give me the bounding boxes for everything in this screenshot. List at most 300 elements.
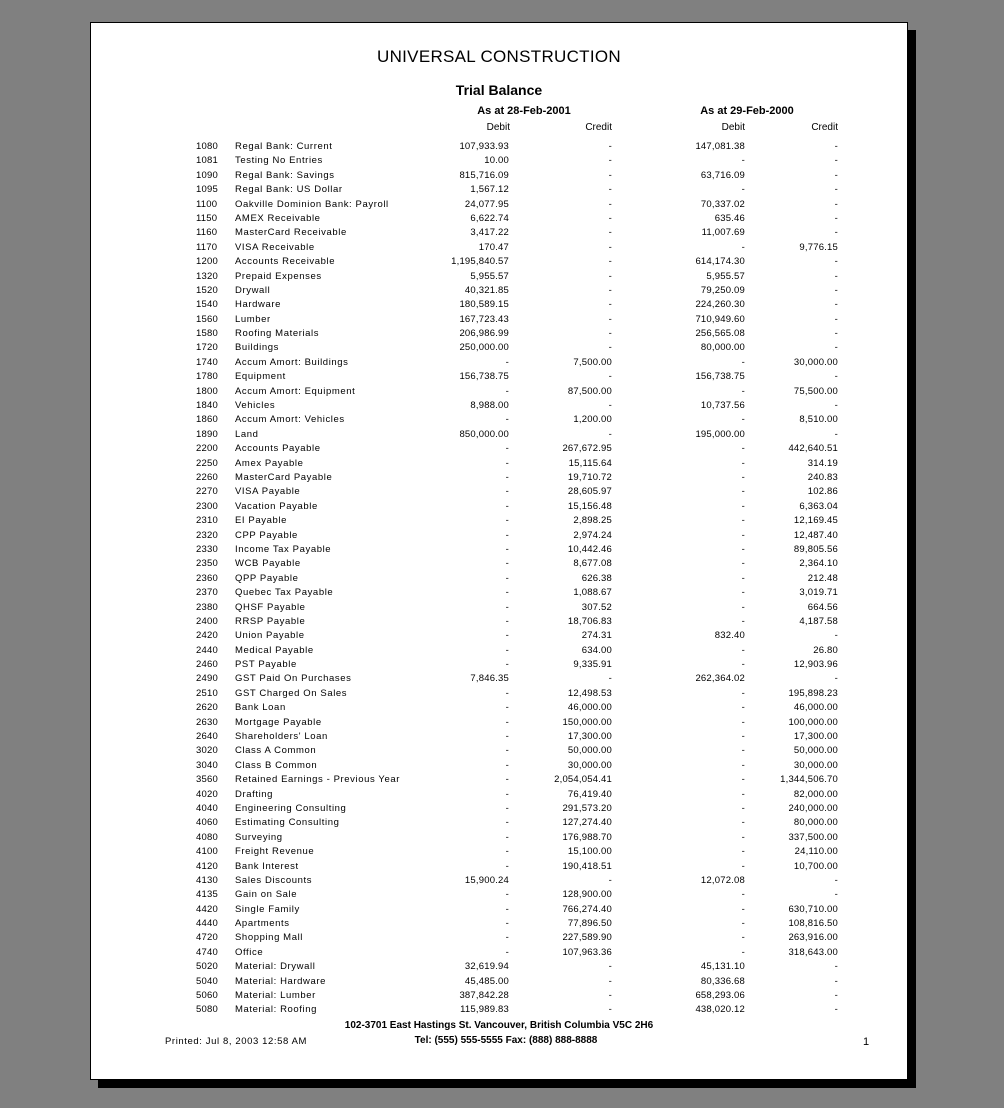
table-row [91, 485, 907, 499]
credit-prior: 337,500.00 [788, 831, 838, 843]
account-name: Land [235, 428, 259, 440]
credit-prior: 17,300.00 [793, 731, 838, 743]
credit-current: - [608, 328, 612, 340]
table-row [91, 442, 907, 456]
table-row [91, 270, 907, 284]
account-name: Apartments [235, 918, 290, 930]
debit-current: - [505, 659, 509, 671]
debit-prior: - [741, 946, 745, 958]
account-code: 4720 [196, 932, 218, 944]
account-name: Office [235, 946, 264, 958]
credit-prior: 8,510.00 [799, 414, 838, 426]
account-code: 1890 [196, 428, 218, 440]
credit-current: 2,898.25 [573, 515, 612, 527]
account-name: Prepaid Expenses [235, 270, 322, 282]
column-header-credit-current: Credit [585, 122, 612, 133]
account-name: MasterCard Payable [235, 471, 333, 483]
credit-current: - [608, 975, 612, 987]
debit-current: 32,619.94 [464, 961, 509, 973]
account-code: 1840 [196, 400, 218, 412]
account-name: Income Tax Payable [235, 543, 332, 555]
table-row [91, 543, 907, 557]
credit-prior: 12,903.96 [793, 659, 838, 671]
account-code: 1080 [196, 141, 218, 152]
debit-prior: 224,260.30 [695, 299, 745, 311]
table-row [91, 255, 907, 269]
credit-current: - [608, 990, 612, 1002]
debit-current: - [505, 500, 509, 512]
account-name: Shareholders' Loan [235, 731, 328, 743]
credit-current: 8,677.08 [573, 558, 612, 570]
debit-prior: 614,174.30 [695, 256, 745, 268]
credit-prior: 82,000.00 [793, 788, 838, 800]
credit-prior: 102.86 [807, 486, 838, 498]
credit-current: - [608, 198, 612, 210]
credit-prior: 630,710.00 [788, 903, 838, 915]
debit-prior: - [741, 659, 745, 671]
account-name: Buildings [235, 342, 279, 354]
credit-current: - [608, 227, 612, 239]
report-title: Trial Balance [455, 82, 543, 98]
debit-prior: - [741, 702, 745, 714]
debit-current: - [505, 630, 509, 642]
debit-prior: - [741, 486, 745, 498]
credit-prior: - [834, 874, 838, 886]
credit-current: 766,274.40 [562, 903, 612, 915]
debit-prior: 262,364.02 [695, 673, 745, 685]
debit-prior: 438,020.12 [695, 1004, 745, 1016]
credit-prior: - [834, 975, 838, 987]
account-name: VISA Payable [235, 486, 301, 498]
credit-current: 291,573.20 [562, 802, 612, 814]
account-code: 4080 [196, 831, 218, 843]
account-code: 4440 [196, 918, 218, 930]
debit-prior: - [741, 774, 745, 786]
printed-date: Printed: Jul 8, 2003 12:58 AM [165, 1036, 308, 1047]
account-name: Regal Bank: US Dollar [235, 184, 343, 196]
debit-prior: 832.40 [714, 630, 745, 642]
debit-prior: 658,293.06 [695, 990, 745, 1002]
account-code: 2370 [196, 587, 218, 599]
table-row [91, 644, 907, 658]
debit-current: - [505, 644, 509, 656]
account-code: 2640 [196, 731, 218, 743]
credit-prior: 2,364.10 [799, 558, 838, 570]
credit-prior: 10,700.00 [793, 860, 838, 872]
account-code: 1740 [196, 356, 218, 368]
account-name: GST Charged On Sales [235, 687, 348, 699]
table-row [91, 428, 907, 442]
debit-prior: - [741, 759, 745, 771]
account-name: Lumber [235, 313, 271, 325]
account-name: Testing No Entries [235, 155, 323, 167]
table-row [91, 572, 907, 586]
credit-prior: 26.80 [813, 644, 838, 656]
credit-current: 17,300.00 [567, 731, 612, 743]
debit-current: - [505, 802, 509, 814]
account-code: 1560 [196, 313, 218, 325]
account-code: 1150 [196, 212, 218, 224]
debit-prior: 195,000.00 [695, 428, 745, 440]
page-number: 1 [863, 1036, 870, 1048]
credit-current: 28,605.97 [567, 486, 612, 498]
credit-prior: - [834, 198, 838, 210]
credit-prior: - [834, 961, 838, 973]
debit-prior: - [741, 860, 745, 872]
table-row [91, 313, 907, 327]
table-row [91, 788, 907, 802]
account-name: Equipment [235, 371, 286, 383]
account-code: 4130 [196, 874, 218, 886]
credit-prior: - [834, 428, 838, 440]
debit-current: - [505, 587, 509, 599]
account-name: Material: Drywall [235, 961, 316, 973]
account-name: Material: Roofing [235, 1004, 318, 1016]
debit-current: - [505, 515, 509, 527]
credit-current: 15,115.64 [568, 457, 612, 469]
table-row [91, 730, 907, 744]
account-name: Single Family [235, 903, 300, 915]
account-code: 1081 [196, 155, 218, 167]
table-row [91, 1003, 907, 1017]
debit-current: - [505, 918, 509, 930]
debit-current: - [505, 817, 509, 829]
credit-current: - [608, 155, 612, 167]
debit-prior: 11,007.69 [701, 227, 745, 239]
account-name: Union Payable [235, 630, 305, 642]
column-header-debit-current: Debit [486, 122, 510, 133]
credit-current: - [608, 428, 612, 440]
credit-prior: 89,805.56 [793, 543, 838, 555]
account-code: 1200 [196, 256, 218, 268]
credit-current: - [608, 270, 612, 282]
account-code: 1520 [196, 284, 218, 296]
credit-current: 176,988.70 [562, 831, 612, 843]
credit-current: 76,419.40 [567, 788, 612, 800]
debit-prior: - [741, 615, 745, 627]
account-code: 4060 [196, 817, 218, 829]
table-row [91, 802, 907, 816]
table-row [91, 845, 907, 859]
account-code: 2510 [196, 687, 218, 699]
debit-current: 15,900.24 [464, 874, 509, 886]
credit-current: 18,706.83 [567, 615, 612, 627]
debit-prior: - [741, 831, 745, 843]
report-page [90, 22, 908, 1080]
account-code: 1720 [196, 342, 218, 354]
table-row [91, 759, 907, 773]
account-code: 4420 [196, 903, 218, 915]
credit-prior: 12,487.40 [793, 529, 838, 541]
debit-current: - [505, 457, 509, 469]
credit-prior: - [834, 328, 838, 340]
credit-prior: - [834, 270, 838, 282]
debit-prior: - [741, 414, 745, 426]
credit-prior: 9,776.15 [799, 241, 838, 253]
trial-balance-table [91, 140, 907, 1018]
debit-prior: 256,565.08 [695, 328, 745, 340]
credit-prior: 46,000.00 [793, 702, 838, 714]
debit-current: 40,321.85 [464, 284, 509, 296]
debit-current: - [505, 903, 509, 915]
account-code: 2440 [196, 644, 218, 656]
table-row [91, 198, 907, 212]
debit-current: - [505, 846, 509, 858]
table-row [91, 586, 907, 600]
debit-prior: 635.46 [714, 212, 745, 224]
debit-prior: - [741, 356, 745, 368]
table-row [91, 687, 907, 701]
account-code: 1800 [196, 385, 218, 397]
credit-prior: - [834, 889, 838, 901]
credit-prior: 212.48 [807, 572, 838, 584]
account-name: Amex Payable [235, 457, 304, 469]
company-name: UNIVERSAL CONSTRUCTION [377, 47, 621, 66]
credit-prior: 314.19 [807, 457, 838, 469]
debit-current: 850,000.00 [459, 428, 509, 440]
account-name: Regal Bank: Current [235, 141, 333, 152]
account-name: Roofing Materials [235, 328, 320, 340]
debit-prior: - [741, 817, 745, 829]
credit-current: - [608, 284, 612, 296]
credit-prior: - [834, 342, 838, 354]
table-row [91, 457, 907, 471]
table-row [91, 716, 907, 730]
account-code: 2620 [196, 702, 218, 714]
account-name: Medical Payable [235, 644, 314, 656]
account-code: 2360 [196, 572, 218, 584]
account-name: Mortgage Payable [235, 716, 322, 728]
credit-current: 7,500.00 [573, 356, 612, 368]
credit-current: - [608, 169, 612, 181]
account-name: Material: Lumber [235, 990, 316, 1002]
credit-prior: 4,187.58 [799, 615, 838, 627]
table-row [91, 831, 907, 845]
account-code: 1160 [196, 227, 218, 239]
credit-prior: - [834, 184, 838, 196]
table-row [91, 903, 907, 917]
account-code: 2320 [196, 529, 218, 541]
debit-prior: - [741, 443, 745, 455]
debit-prior: - [741, 529, 745, 541]
debit-current: 115,989.83 [460, 1004, 509, 1016]
debit-current: 167,723.43 [459, 313, 509, 325]
table-row [91, 874, 907, 888]
account-name: QPP Payable [235, 572, 299, 584]
debit-prior: - [741, 601, 745, 613]
credit-prior: 442,640.51 [788, 443, 838, 455]
account-code: 1090 [196, 169, 218, 181]
debit-prior: 12,072.08 [700, 874, 745, 886]
account-name: Retained Earnings - Previous Year [235, 774, 401, 786]
table-row [91, 917, 907, 931]
account-code: 4020 [196, 788, 218, 800]
account-code: 1320 [196, 270, 218, 282]
table-row [91, 327, 907, 341]
period-prior: As at 29-Feb-2000 [700, 105, 794, 117]
account-code: 1100 [196, 198, 218, 210]
debit-prior: - [741, 385, 745, 397]
account-name: Material: Hardware [235, 975, 327, 987]
credit-current: - [608, 141, 612, 152]
account-name: Accum Amort: Equipment [235, 385, 356, 397]
debit-prior: - [741, 241, 745, 253]
table-row [91, 169, 907, 183]
account-name: VISA Receivable [235, 241, 315, 253]
debit-current: 1,567.12 [470, 184, 509, 196]
account-name: WCB Payable [235, 558, 301, 570]
credit-prior: - [834, 313, 838, 325]
company-contact: Tel: (555) 555-5555 Fax: (888) 888-8888 [414, 1035, 598, 1046]
credit-prior: - [834, 299, 838, 311]
account-code: 2270 [196, 486, 218, 498]
account-code: 2300 [196, 500, 218, 512]
debit-prior: 10,737.56 [700, 400, 745, 412]
table-row [91, 773, 907, 787]
account-code: 3020 [196, 745, 218, 757]
account-code: 2630 [196, 716, 218, 728]
debit-prior: - [741, 644, 745, 656]
debit-prior: 70,337.02 [700, 198, 745, 210]
table-row [91, 514, 907, 528]
credit-current: 127,274.40 [562, 817, 612, 829]
account-name: Accum Amort: Buildings [235, 356, 349, 368]
debit-current: - [505, 471, 509, 483]
account-name: Surveying [235, 831, 283, 843]
credit-current: 626.38 [581, 572, 612, 584]
debit-current: - [505, 831, 509, 843]
debit-prior: - [741, 889, 745, 901]
table-row [91, 212, 907, 226]
credit-prior: - [834, 1004, 838, 1016]
credit-current: - [608, 874, 612, 886]
period-current: As at 28-Feb-2001 [477, 105, 571, 117]
credit-prior: 263,916.00 [788, 932, 838, 944]
table-row [91, 500, 907, 514]
debit-current: - [505, 356, 509, 368]
account-code: 2200 [196, 443, 218, 455]
account-name: Engineering Consulting [235, 802, 347, 814]
credit-current: 9,335.91 [573, 659, 612, 671]
table-row [91, 241, 907, 255]
credit-current: - [608, 961, 612, 973]
credit-prior: 3,019.71 [799, 587, 838, 599]
account-code: 5080 [196, 1004, 218, 1016]
account-name: Oakville Dominion Bank: Payroll [235, 198, 389, 210]
account-name: Regal Bank: Savings [235, 169, 335, 181]
credit-current: 30,000.00 [567, 759, 612, 771]
account-name: Drywall [235, 284, 271, 296]
account-code: 5020 [196, 961, 218, 973]
debit-prior: - [741, 802, 745, 814]
account-name: Quebec Tax Payable [235, 587, 334, 599]
credit-current: 1,200.00 [573, 414, 612, 426]
credit-current: - [608, 184, 612, 196]
credit-current: 128,900.00 [562, 889, 612, 901]
credit-current: 150,000.00 [562, 716, 612, 728]
column-header-debit-prior: Debit [721, 122, 745, 133]
credit-current: 87,500.00 [567, 385, 612, 397]
credit-current: 634.00 [581, 644, 612, 656]
credit-current: 12,498.53 [567, 687, 612, 699]
account-code: 1170 [196, 241, 218, 253]
debit-prior: - [741, 716, 745, 728]
debit-current: - [505, 946, 509, 958]
table-row [91, 471, 907, 485]
table-row [91, 946, 907, 960]
credit-current: 2,974.24 [573, 529, 612, 541]
debit-current: - [505, 889, 509, 901]
debit-current: 8,988.00 [470, 400, 509, 412]
account-name: QHSF Payable [235, 601, 306, 613]
credit-prior: 100,000.00 [788, 716, 838, 728]
table-row [91, 140, 907, 154]
debit-current: - [505, 860, 509, 872]
account-name: Drafting [235, 788, 274, 800]
credit-prior: 80,000.00 [793, 817, 838, 829]
debit-current: - [505, 687, 509, 699]
debit-current: - [505, 716, 509, 728]
account-code: 1580 [196, 328, 218, 340]
credit-prior: 6,363.04 [799, 500, 838, 512]
debit-prior: - [741, 745, 745, 757]
credit-current: 19,710.72 [567, 471, 612, 483]
credit-current: 2,054,054.41 [554, 774, 612, 786]
credit-prior: 12,169.45 [793, 515, 838, 527]
debit-current: - [505, 529, 509, 541]
debit-prior: 710,949.60 [695, 313, 745, 325]
table-row [91, 557, 907, 571]
table-row [91, 529, 907, 543]
credit-prior: 108,816.50 [788, 918, 838, 930]
debit-prior: 80,000.00 [700, 342, 745, 354]
credit-current: - [608, 299, 612, 311]
credit-prior: 318,643.00 [788, 946, 838, 958]
credit-current: 227,589.90 [562, 932, 612, 944]
debit-prior: - [741, 184, 745, 196]
account-name: Sales Discounts [235, 874, 313, 886]
credit-prior: 240.83 [807, 471, 838, 483]
debit-prior: 5,955.57 [706, 270, 745, 282]
debit-prior: - [741, 500, 745, 512]
account-code: 2400 [196, 615, 218, 627]
debit-current: 6,622.74 [470, 212, 509, 224]
table-row [91, 960, 907, 974]
credit-current: - [608, 241, 612, 253]
debit-prior: 79,250.09 [700, 284, 745, 296]
account-name: Bank Interest [235, 860, 299, 872]
credit-prior: 195,898.23 [788, 687, 838, 699]
table-row [91, 370, 907, 384]
debit-current: - [505, 385, 509, 397]
debit-prior: - [741, 572, 745, 584]
credit-current: 307.52 [581, 601, 612, 613]
account-name: AMEX Receivable [235, 212, 321, 224]
account-name: Class A Common [235, 745, 317, 757]
debit-current: - [505, 558, 509, 570]
debit-current: 5,955.57 [470, 270, 509, 282]
account-name: Hardware [235, 299, 281, 311]
account-name: Bank Loan [235, 702, 286, 714]
account-code: 2260 [196, 471, 218, 483]
table-row [91, 860, 907, 874]
credit-current: - [608, 400, 612, 412]
credit-current: - [608, 1004, 612, 1016]
account-code: 2380 [196, 601, 218, 613]
debit-current: 107,933.93 [459, 141, 509, 152]
debit-prior: - [741, 687, 745, 699]
table-row [91, 615, 907, 629]
